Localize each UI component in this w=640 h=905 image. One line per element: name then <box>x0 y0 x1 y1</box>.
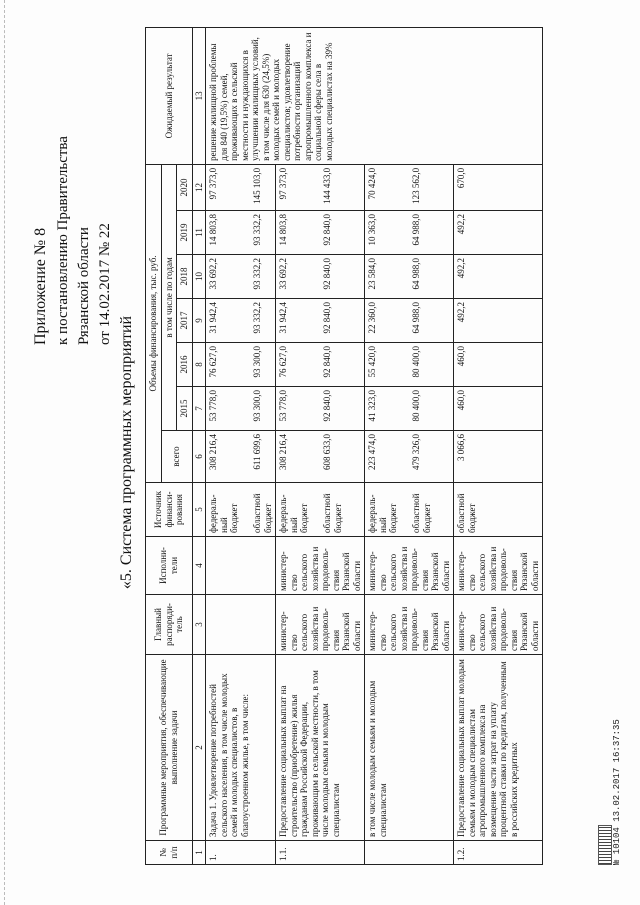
row-number: 1. <box>206 841 276 865</box>
amount-value: 53 778,0 <box>278 390 288 422</box>
activity-text: Предоставление социальных выплат молодым семьям и молодым специалистам агропромышленного комплекса на возмещение части затрат на уплату процентной ставки по кредитам, полученным в российских кредитных <box>454 655 543 841</box>
activity-text: в том числе молодым семьям и молодым специалистам <box>365 655 454 841</box>
header-manager: Главный распоряди- тель <box>146 595 193 655</box>
amount-value: 123 562,0 <box>411 167 421 204</box>
manager-text: министер- ство сельского хозяйства и продоволь- ствия Рязанской области <box>454 595 543 655</box>
amount-y2016 <box>454 343 543 387</box>
amount-value: 31 942,4 <box>278 302 288 334</box>
section-title: «5. Система программных мероприятий <box>118 315 135 590</box>
amount-y2020 <box>206 164 276 210</box>
col-num: 1 <box>192 841 206 865</box>
amount-y2020 <box>276 164 365 210</box>
funding-source <box>365 483 454 537</box>
col-num: 6 <box>192 431 206 483</box>
manager-text <box>206 595 276 655</box>
amount-y2020 <box>365 164 454 210</box>
manager-text: министер- ство сельского хозяйства и продоволь- ствия Рязанской области <box>276 595 365 655</box>
header-row-1 <box>146 27 162 864</box>
amount-value: 14 803,8 <box>208 214 218 246</box>
amount-value: 64 988,0 <box>411 258 421 290</box>
amount-value: 144 433,0 <box>322 167 332 204</box>
source-entry: областной бюджет <box>456 493 477 533</box>
header-total: всего <box>161 431 192 483</box>
executor-text: министер- ство сельского хозяйства и продоволь- ствия Рязанской области <box>454 537 543 595</box>
source-entry: федераль- ный бюджет <box>278 494 309 533</box>
amount-value: 80 400,0 <box>411 390 421 422</box>
header-by-years: в том числе по годам <box>161 164 177 430</box>
amount-value: 97 373,0 <box>278 167 288 200</box>
amount-value: 93 332,2 <box>252 214 262 246</box>
header-activities: Программные мероприятия, обеспечивающие выполнение задачи <box>146 655 193 841</box>
amount-value: 492,2 <box>456 214 466 235</box>
amount-y2019 <box>206 211 276 255</box>
appendix-title: Приложение № 8 <box>32 227 49 345</box>
amount-value: 479 326,0 <box>411 434 421 470</box>
amount-y2017 <box>454 299 543 343</box>
col-num: 8 <box>192 343 206 387</box>
header-n: № п/п <box>146 841 193 865</box>
amount-value: 55 420,0 <box>367 346 377 378</box>
amount-value: 460,0 <box>456 346 466 367</box>
amount-y2015 <box>206 387 276 431</box>
amount-value: 41 323,0 <box>367 390 377 422</box>
year-2017: 2017 <box>177 299 193 343</box>
executor-text <box>206 537 276 595</box>
amount-value: 3 066,6 <box>456 434 466 461</box>
amount-y2018 <box>454 255 543 299</box>
col-num: 9 <box>192 299 206 343</box>
year-2018: 2018 <box>177 255 193 299</box>
year-2015: 2015 <box>177 387 193 431</box>
amount-y2018 <box>206 255 276 299</box>
executor-text: министер- ство сельского хозяйства и продоволь- ствия Рязанской области <box>365 537 454 595</box>
col-num: 2 <box>192 655 206 841</box>
col-num: 13 <box>192 27 206 164</box>
amount-value: 92 840,0 <box>322 258 332 290</box>
col-num: 12 <box>192 164 206 210</box>
amount-totals <box>365 431 454 483</box>
executor-text: министер- ство сельского хозяйства и продоволь- ствия Рязанской области <box>276 537 365 595</box>
amount-value: 64 988,0 <box>411 302 421 334</box>
amount-y2015 <box>454 387 543 431</box>
activity-text: Предоставление социальных выплат на строительство (приобретение) жилья гражданам Российской Федерации, проживающим в сельской местности, в том числе молодым семьям и молодым специалистам <box>276 655 365 841</box>
amount-value: 93 300,0 <box>252 346 262 378</box>
col-num: 10 <box>192 255 206 299</box>
appendix-line-1: к постановлению Правительства <box>55 136 71 345</box>
source-entry: областной бюджет <box>252 493 273 533</box>
amount-value: 93 300,0 <box>252 390 262 422</box>
source-entry: федераль- ный бюджет <box>208 494 239 533</box>
amount-y2018 <box>365 255 454 299</box>
col-num: 3 <box>192 595 206 655</box>
funding-source <box>206 483 276 537</box>
source-entry: областной бюджет <box>411 493 432 533</box>
amount-totals <box>206 431 276 483</box>
amount-value: 70 424,0 <box>367 167 377 200</box>
amount-y2015 <box>365 387 454 431</box>
amount-y2018 <box>276 255 365 299</box>
amount-value: 14 803,8 <box>278 214 288 246</box>
amount-y2020 <box>454 164 543 210</box>
barcode-stamp <box>598 825 612 865</box>
amount-totals <box>454 431 543 483</box>
amount-value: 23 584,0 <box>367 258 377 290</box>
row-number: 1.1. <box>276 841 365 865</box>
amount-y2016 <box>365 343 454 387</box>
amount-value: 608 633,0 <box>322 434 332 470</box>
amount-y2017 <box>365 299 454 343</box>
row-number: 1.2. <box>454 841 543 865</box>
amount-value: 80 400,0 <box>411 346 421 378</box>
amount-value: 22 360,0 <box>367 302 377 334</box>
appendix-line-3: от 14.02.2017 № 22 <box>97 223 113 345</box>
col-num: 7 <box>192 387 206 431</box>
expected-result: решение жилищной проблемы для 840 (19,5%) семей, проживающих в сельской местности и нуждающихся в улучшении жилищных условий, в том числе для 630 (24,5%) молодых семей и молодых специалистов; удовлетворение потребности организаций агропромышленного комплекса и социальной сферы села в молодых специалистах на 39% <box>206 27 543 164</box>
amount-value: 92 840,0 <box>322 346 332 378</box>
amount-value: 76 627,0 <box>278 346 288 378</box>
col-num: 11 <box>192 211 206 255</box>
amount-value: 93 332,2 <box>252 258 262 290</box>
amount-value: 308 216,4 <box>278 434 288 470</box>
amount-y2016 <box>206 343 276 387</box>
col-num: 5 <box>192 483 206 537</box>
program-activities-table <box>145 27 543 865</box>
amount-value: 460,0 <box>456 390 466 411</box>
header-source: Источник финанси- рования <box>146 483 193 537</box>
funding-source <box>276 483 365 537</box>
appendix-line-2: Рязанской области <box>76 227 92 345</box>
appendix-header <box>30 45 116 345</box>
amount-y2017 <box>276 299 365 343</box>
amount-value: 97 373,0 <box>208 167 218 200</box>
year-2019: 2019 <box>177 211 193 255</box>
table-row <box>206 27 276 864</box>
funding-source <box>454 483 543 537</box>
amount-value: 33 692,2 <box>278 258 288 290</box>
year-2016: 2016 <box>177 343 193 387</box>
amount-value: 64 988,0 <box>411 214 421 246</box>
amount-value: 53 778,0 <box>208 390 218 422</box>
header-funding: Объемы финансирования, тыс. руб. <box>146 164 162 482</box>
header-executors: Исполни- тели <box>146 537 193 595</box>
year-2020: 2020 <box>177 164 193 210</box>
document-footer: № 10104 13.02.2017 16:37:35 <box>612 719 622 865</box>
amount-value: 308 216,4 <box>208 434 218 470</box>
amount-value: 10 363,0 <box>367 214 377 246</box>
amount-value: 492,2 <box>456 258 466 279</box>
amount-value: 670,0 <box>456 167 466 189</box>
row-number <box>365 841 454 865</box>
amount-value: 93 332,2 <box>252 302 262 334</box>
amount-y2016 <box>276 343 365 387</box>
amount-value: 31 942,4 <box>208 302 218 334</box>
amount-value: 92 840,0 <box>322 390 332 422</box>
header-result: Ожидаемый результат <box>146 27 193 164</box>
amount-value: 76 627,0 <box>208 346 218 378</box>
col-num: 4 <box>192 537 206 595</box>
amount-value: 611 699,6 <box>252 434 262 470</box>
amount-y2017 <box>206 299 276 343</box>
source-entry: федераль- ный бюджет <box>367 494 398 533</box>
amount-totals <box>276 431 365 483</box>
amount-value: 92 840,0 <box>322 214 332 246</box>
amount-value: 492,2 <box>456 302 466 323</box>
amount-value: 92 840,0 <box>322 302 332 334</box>
source-entry: областной бюджет <box>322 493 343 533</box>
amount-value: 223 474,0 <box>367 434 377 470</box>
amount-y2019 <box>454 211 543 255</box>
scan-edge-line <box>4 0 6 905</box>
amount-value: 145 103,0 <box>252 167 262 204</box>
amount-y2015 <box>276 387 365 431</box>
activity-text: Задача 1. Удовлетворение потребностей сельского населения, в том числе молодых семей и молодых специалистов, в благоустроенном жилье, в том числе: <box>206 655 276 841</box>
column-numbers-row <box>192 27 206 864</box>
amount-y2019 <box>276 211 365 255</box>
table-body <box>206 27 543 864</box>
amount-value: 33 692,2 <box>208 258 218 290</box>
manager-text: министер- ство сельского хозяйства и продоволь- ствия Рязанской области <box>365 595 454 655</box>
amount-y2019 <box>365 211 454 255</box>
